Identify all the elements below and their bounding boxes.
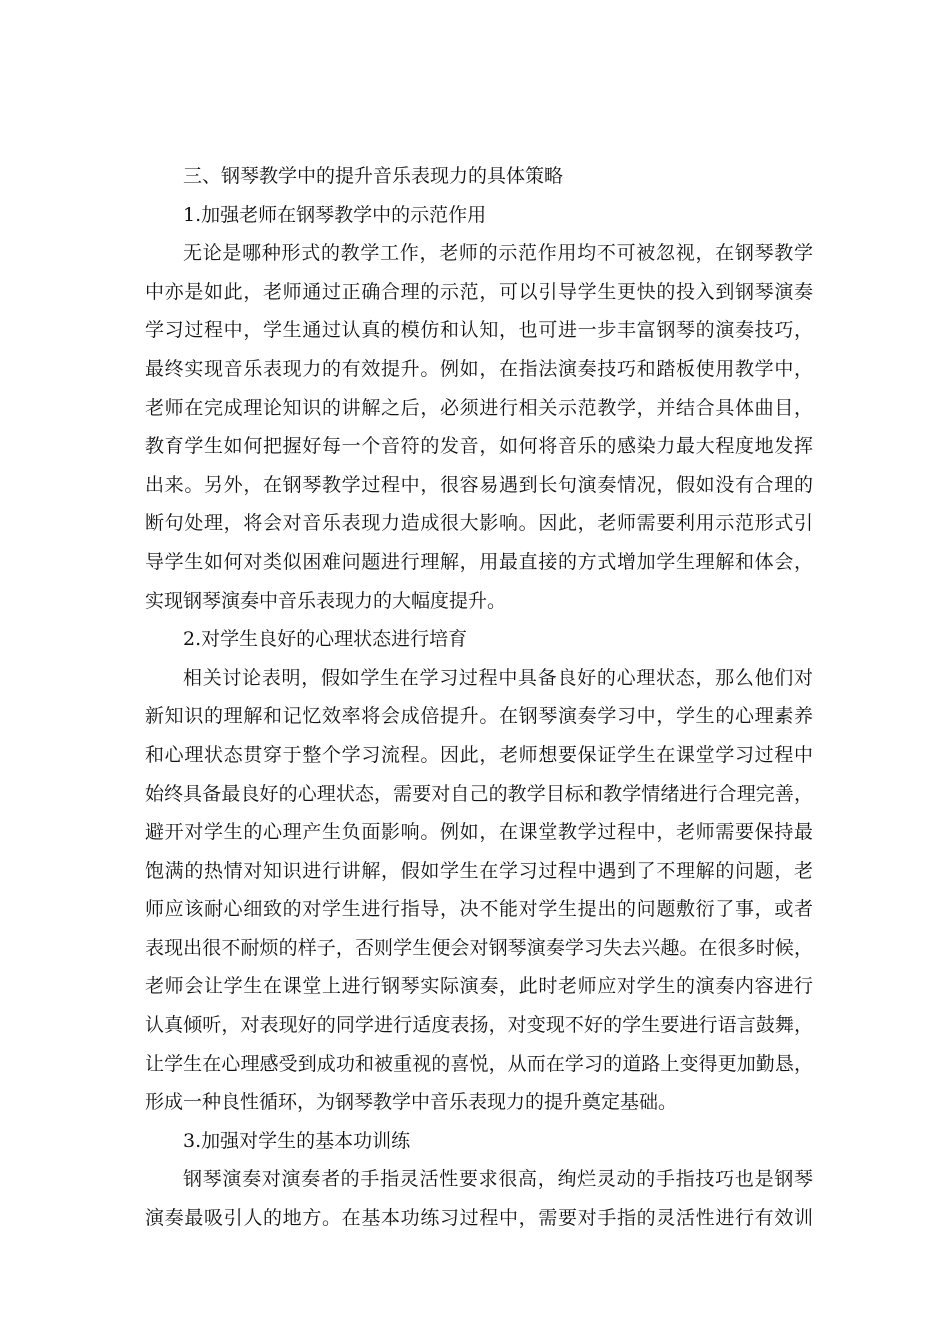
paragraph-line: 形成一种良性循环，为钢琴教学中音乐表现力的提升奠定基础。 xyxy=(145,1091,678,1114)
paragraph-line: 相关讨论表明，假如学生在学习过程中具备良好的心理状态，那么他们对 xyxy=(183,666,813,689)
paragraph-line: 最终实现音乐表现力的有效提升。例如，在指法演奏技巧和踏板使用教学中， xyxy=(145,357,813,380)
paragraph-1 xyxy=(145,234,813,620)
section-heading: 三、钢琴教学中的提升音乐表现力的具体策略 xyxy=(183,165,564,187)
paragraph-line: 让学生在心理感受到成功和被重视的喜悦，从而在学习的道路上变得更加勤恳， xyxy=(145,1052,813,1075)
paragraph-2 xyxy=(145,659,813,1122)
paragraph-line: 新知识的理解和记忆效率将会成倍提升。在钢琴演奏学习中，学生的心理素养 xyxy=(145,705,813,728)
paragraph-line: 学习过程中，学生通过认真的模仿和认知，也可进一步丰富钢琴的演奏技巧， xyxy=(145,319,813,342)
subheading-3: 3.加强对学生的基本功训练 xyxy=(183,1129,411,1152)
paragraph-line: 演奏最吸引人的地方。在基本功练习过程中，需要对手指的灵活性进行有效训 xyxy=(145,1207,813,1230)
paragraph-line: 师应该耐心细致的对学生进行指导，决不能对学生提出的问题敷衍了事，或者 xyxy=(145,898,813,921)
subheading-2: 2.对学生良好的心理状态进行培育 xyxy=(183,628,468,651)
paragraph-line: 始终具备最良好的心理状态，需要对自己的教学目标和教学情绪进行合理完善， xyxy=(145,782,813,805)
paragraph-line: 断句处理，将会对音乐表现力造成很大影响。因此，老师需要利用示范形式引 xyxy=(145,512,813,535)
paragraph-line: 实现钢琴演奏中音乐表现力的大幅度提升。 xyxy=(145,589,507,612)
paragraph-line: 老师在完成理论知识的讲解之后，必须进行相关示范教学，并结合具体曲目， xyxy=(145,396,813,419)
subheading-1: 1.加强老师在钢琴教学中的示范作用 xyxy=(183,203,487,226)
document-body xyxy=(145,157,813,1238)
paragraph-line: 老师会让学生在课堂上进行钢琴实际演奏，此时老师应对学生的演奏内容进行 xyxy=(145,975,813,998)
paragraph-line: 避开对学生的心理产生负面影响。例如，在课堂教学过程中，老师需要保持最 xyxy=(145,821,813,844)
paragraph-line: 认真倾听，对表现好的同学进行适度表扬，对变现不好的学生要进行语言鼓舞， xyxy=(145,1014,813,1037)
paragraph-line: 钢琴演奏对演奏者的手指灵活性要求很高，绚烂灵动的手指技巧也是钢琴 xyxy=(183,1168,813,1191)
paragraph-line: 教育学生如何把握好每一个音符的发音，如何将音乐的感染力最大程度地发挥 xyxy=(145,435,813,458)
paragraph-line: 中亦是如此，老师通过正确合理的示范，可以引导学生更快的投入到钢琴演奏 xyxy=(145,280,813,303)
paragraph-line: 出来。另外，在钢琴教学过程中，很容易遇到长句演奏情况，假如没有合理的 xyxy=(145,473,813,496)
paragraph-line: 导学生如何对类似困难问题进行理解，用最直接的方式增加学生理解和体会， xyxy=(145,550,813,573)
paragraph-line: 饱满的热情对知识进行讲解，假如学生在学习过程中遇到了不理解的问题，老 xyxy=(145,859,813,882)
paragraph-line: 和心理状态贯穿于整个学习流程。因此，老师想要保证学生在课堂学习过程中 xyxy=(145,743,813,766)
paragraph-line: 表现出很不耐烦的样子，否则学生便会对钢琴演奏学习失去兴趣。在很多时候， xyxy=(145,936,813,959)
paragraph-line: 无论是哪种形式的教学工作，老师的示范作用均不可被忽视，在钢琴教学 xyxy=(183,242,813,265)
paragraph-3 xyxy=(145,1160,813,1237)
